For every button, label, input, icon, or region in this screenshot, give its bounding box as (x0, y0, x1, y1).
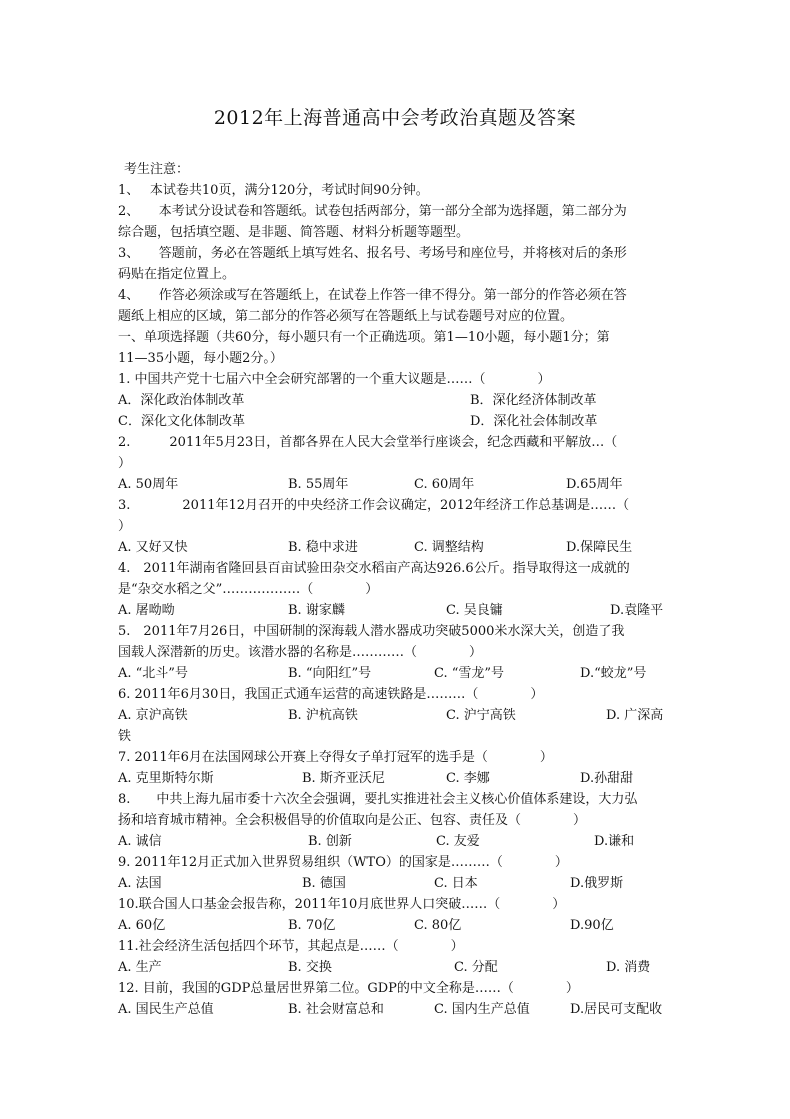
options-row (118, 958, 670, 978)
question-stem: 国载人深潜新的历史。该潜水器的名称是…………（ ） (118, 645, 483, 660)
notice-heading: 考生注意： (124, 162, 190, 177)
section-heading: 一、单项选择题（共60分，每小题只有一个正确选项。第1—10小题，每小题1分；第 (118, 330, 610, 345)
options-row (118, 874, 670, 894)
options-row (118, 706, 670, 726)
option: D.65周年 (566, 477, 623, 492)
option: A. 国民生产总值 (118, 1002, 214, 1017)
question-stem: 3. 2011年12月召开的中央经济工作会议确定，2012年经济工作总基调是……（ (118, 498, 630, 513)
question-stem: 11.社会经济生活包括四个环节，其起点是……（ ） (118, 939, 464, 954)
option: B. 稳中求进 (288, 540, 358, 555)
option: B. 谢家麟 (288, 603, 345, 618)
question-stem: 2. 2011年5月23日，首都各界在人民大会堂举行座谈会，纪念西藏和平解放…（ (118, 435, 618, 450)
option: C. 国内生产总值 (434, 1002, 530, 1017)
option: C. 日本 (434, 876, 478, 891)
notice-line: 码贴在指定位置上。 (118, 267, 236, 282)
question-stem: 8. 中共上海九届市委十六次全会强调，要扎实推进社会主义核心价值体系建设，大力弘 (118, 792, 638, 807)
option: B. 斯齐亚沃尼 (302, 771, 385, 786)
option: D.保障民生 (566, 540, 633, 555)
option: B. 交换 (288, 960, 332, 975)
option: A. 克里斯特尔斯 (118, 771, 214, 786)
question-stem: 4. 2011年湖南省隆回县百亩试验田杂交水稻亩产高达926.6公斤。指导取得这一成就的 (118, 561, 630, 576)
question-stem: 1. 中国共产党十七届六中全会研究部署的一个重大议题是……（ ） (118, 372, 551, 387)
options-row (118, 601, 670, 621)
question-stem: 7. 2011年6月在法国网球公开赛上夺得女子单打冠军的选手是（ ） (118, 750, 553, 765)
option: C. 调整结构 (414, 540, 484, 555)
option: D.孙甜甜 (580, 771, 634, 786)
option-continuation: 铁 (118, 729, 132, 744)
question-stem: 是“杂交水稻之父”………………（ ） (118, 582, 379, 597)
notice-line: 3、 答题前，务必在答题纸上填写姓名、报名号、考场号和座位号，并将核对后的条形 (118, 246, 627, 261)
option: B. “向阳红”号 (288, 666, 372, 681)
option: A. 诚信 (118, 834, 162, 849)
option: C. 80亿 (414, 918, 462, 933)
option: C. “雪龙”号 (434, 666, 505, 681)
option: B. 创新 (308, 834, 352, 849)
document-title: 2012年上海普通高中会考政治真题及答案 (213, 107, 577, 129)
option: A. 法国 (118, 876, 162, 891)
options-row (118, 664, 670, 684)
question-stem: 10.联合国人口基金会报告称，2011年10月底世界人口突破……（ ） (118, 897, 566, 912)
option: C．深化文化体制改革 (118, 414, 245, 429)
option: A. “北斗”号 (118, 666, 188, 681)
option: D.俄罗斯 (570, 876, 624, 891)
option: D.90亿 (570, 918, 614, 933)
notice-line: 1、 本试卷共10页，满分120分，考试时间90分钟。 (118, 183, 429, 198)
option: C. 友爱 (436, 834, 480, 849)
option: D．深化社会体制改革 (470, 414, 598, 429)
option: C. 60周年 (414, 477, 475, 492)
options-row (118, 916, 670, 936)
question-stem: 6. 2011年6月30日，我国正式通车运营的高速铁路是………（ ） (118, 687, 544, 702)
question-stem: ） (118, 456, 132, 471)
option: B. 沪杭高铁 (288, 708, 358, 723)
option: D.“蛟龙”号 (580, 666, 647, 681)
option: C. 李娜 (446, 771, 490, 786)
option: B．深化经济体制改革 (470, 393, 597, 408)
options-row (118, 475, 670, 495)
option: A. 屠呦呦 (118, 603, 175, 618)
question-stem: 扬和培育城市精神。全会积极倡导的价值取向是公正、包容、责任及（ ） (118, 813, 587, 828)
option: B. 55周年 (288, 477, 349, 492)
question-stem: 5. 2011年7月26日，中国研制的深海载人潜水器成功突破5000米水深大关，创造了我 (118, 624, 625, 639)
option: C. 分配 (454, 960, 498, 975)
options-row (118, 769, 670, 789)
section-heading: 11—35小题，每小题2分。） (118, 351, 283, 366)
option: A. 60亿 (118, 918, 166, 933)
option: C. 沪宁高铁 (446, 708, 516, 723)
notice-line: 2、 本考试分设试卷和答题纸。试卷包括两部分，第一部分全部为选择题，第二部分为 (118, 204, 627, 219)
option: D. 消费 (606, 960, 651, 975)
options-row (118, 538, 670, 558)
option: D. 广深高 (606, 708, 664, 723)
notice-line: 4、 作答必须涂或写在答题纸上，在试卷上作答一律不得分。第一部分的作答必须在答 (118, 288, 627, 303)
question-stem: ） (118, 519, 132, 534)
option: D.袁隆平 (610, 603, 664, 618)
options-row (118, 832, 670, 852)
option: D.谦和 (594, 834, 635, 849)
option: A. 又好又快 (118, 540, 188, 555)
option: A. 京沪高铁 (118, 708, 188, 723)
option: A. 50周年 (118, 477, 179, 492)
option: A．深化政治体制改革 (118, 393, 245, 408)
question-stem: 9. 2011年12月正式加入世界贸易组织（WTO）的国家是………（ ） (118, 855, 568, 870)
notice-line: 综合题，包括填空题、是非题、简答题、材料分析题等题型。 (118, 225, 470, 240)
option: B. 社会财富总和 (288, 1002, 384, 1017)
option: B. 德国 (302, 876, 346, 891)
question-stem: 12. 目前，我国的GDP总量居世界第二位。GDP的中文全称是……（ ） (118, 981, 579, 996)
notice-line: 题纸上相应的区域，第二部分的作答必须写在答题纸上与试卷题号对应的位置。 (118, 309, 574, 324)
options-row (118, 1000, 670, 1020)
option: A. 生产 (118, 960, 162, 975)
option: D.居民可支配收 (570, 1002, 663, 1017)
option: C. 吴良镛 (446, 603, 503, 618)
option: B. 70亿 (288, 918, 336, 933)
